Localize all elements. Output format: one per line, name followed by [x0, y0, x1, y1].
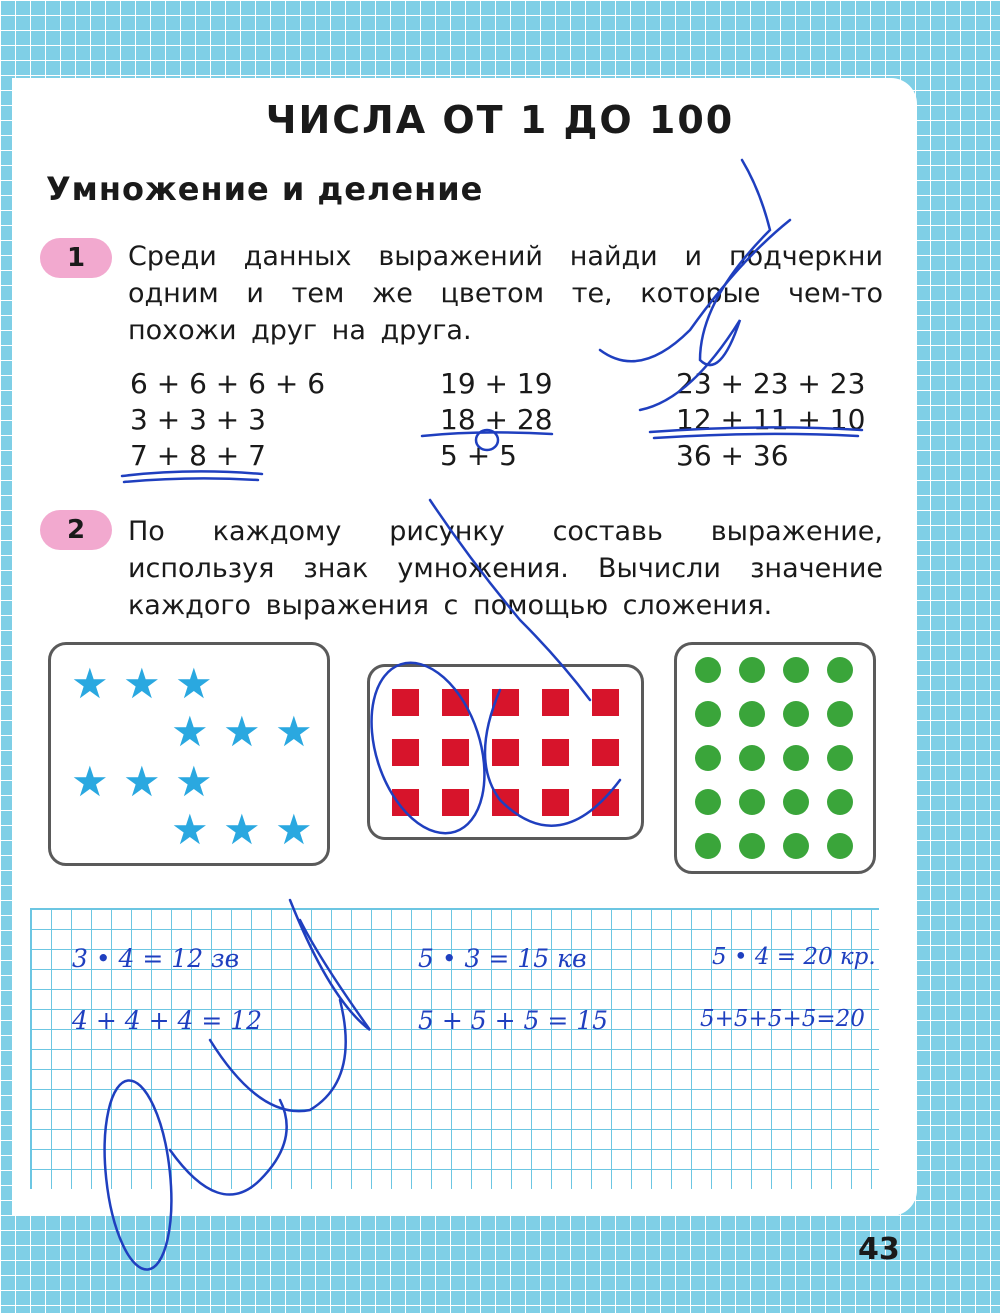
- star-icon: ★: [275, 805, 313, 854]
- square-icon: [492, 689, 519, 716]
- star-icon: ★: [275, 707, 313, 756]
- square-icon: [592, 789, 619, 816]
- expression: 7 + 8 + 7: [130, 439, 266, 472]
- star-icon: ★: [71, 659, 109, 708]
- expression: 18 + 28: [440, 403, 553, 436]
- expression: 6 + 6 + 6 + 6: [130, 367, 326, 400]
- expression: 5 + 5: [440, 439, 517, 472]
- circle-icon: [739, 745, 765, 771]
- circle-icon: [739, 833, 765, 859]
- circle-icon: [695, 833, 721, 859]
- handwritten-answer: 5 • 4 = 20 кр.: [712, 944, 876, 970]
- square-icon: [392, 789, 419, 816]
- circle-icon: [783, 789, 809, 815]
- square-icon: [542, 739, 569, 766]
- circle-icon: [739, 789, 765, 815]
- circle-icon: [827, 657, 853, 683]
- handwritten-answer: 5 • 3 = 15 кв: [418, 944, 587, 973]
- circle-icon: [783, 657, 809, 683]
- expression: 3 + 3 + 3: [130, 403, 266, 436]
- circles-picture: [674, 642, 876, 874]
- square-icon: [442, 739, 469, 766]
- circle-icon: [827, 833, 853, 859]
- star-icon: ★: [123, 757, 161, 806]
- task-1-text: Среди данных выражений найди и подчеркни одним и тем же цветом те, которые чем-то похожи друг на друга.: [128, 241, 883, 346]
- star-icon: ★: [175, 659, 213, 708]
- circle-icon: [783, 833, 809, 859]
- expression-column-3: [676, 366, 865, 474]
- handwritten-answer: 3 • 4 = 12 зв: [72, 944, 240, 973]
- task-number-badge-1: 1: [40, 238, 112, 278]
- square-icon: [442, 789, 469, 816]
- circle-icon: [695, 657, 721, 683]
- square-icon: [592, 739, 619, 766]
- square-icon: [392, 739, 419, 766]
- star-icon: ★: [223, 707, 261, 756]
- circle-icon: [695, 745, 721, 771]
- page-title: ЧИСЛА ОТ 1 ДО 100: [265, 98, 735, 142]
- star-icon: ★: [71, 757, 109, 806]
- circle-icon: [783, 745, 809, 771]
- circle-icon: [783, 701, 809, 727]
- square-icon: [542, 789, 569, 816]
- square-icon: [442, 689, 469, 716]
- section-title: Умножение и деление: [46, 170, 484, 208]
- star-icon: ★: [123, 659, 161, 708]
- handwritten-answer: 4 + 4 + 4 = 12: [72, 1006, 263, 1035]
- expression: 12 + 11 + 10: [676, 403, 866, 436]
- page-number: 43: [858, 1232, 900, 1267]
- expression-column-2: [440, 366, 553, 474]
- task-number-badge-2: 2: [40, 510, 112, 550]
- star-icon: ★: [223, 805, 261, 854]
- star-icon: ★: [171, 805, 209, 854]
- square-icon: [592, 689, 619, 716]
- star-icon: ★: [171, 707, 209, 756]
- square-icon: [542, 689, 569, 716]
- circle-icon: [739, 657, 765, 683]
- stars-picture: [48, 642, 330, 866]
- handwritten-answer: 5+5+5+5=20: [700, 1006, 865, 1032]
- square-icon: [492, 789, 519, 816]
- circle-icon: [739, 701, 765, 727]
- circle-icon: [695, 701, 721, 727]
- squares-picture: [367, 664, 644, 840]
- handwritten-answer: 5 + 5 + 5 = 15: [418, 1006, 609, 1035]
- circle-icon: [827, 701, 853, 727]
- square-icon: [492, 739, 519, 766]
- task-2-text: По каждому рисунку составь выражение, используя знак умножения. Вычисли значение каждого выражения с помощью сложения.: [128, 516, 883, 621]
- expression: 36 + 36: [676, 439, 789, 472]
- expression-column-1: [130, 366, 325, 474]
- star-icon: ★: [175, 757, 213, 806]
- circle-icon: [827, 745, 853, 771]
- expression: 19 + 19: [440, 367, 553, 400]
- square-icon: [392, 689, 419, 716]
- expression: 23 + 23 + 23: [676, 367, 866, 400]
- circle-icon: [827, 789, 853, 815]
- circle-icon: [695, 789, 721, 815]
